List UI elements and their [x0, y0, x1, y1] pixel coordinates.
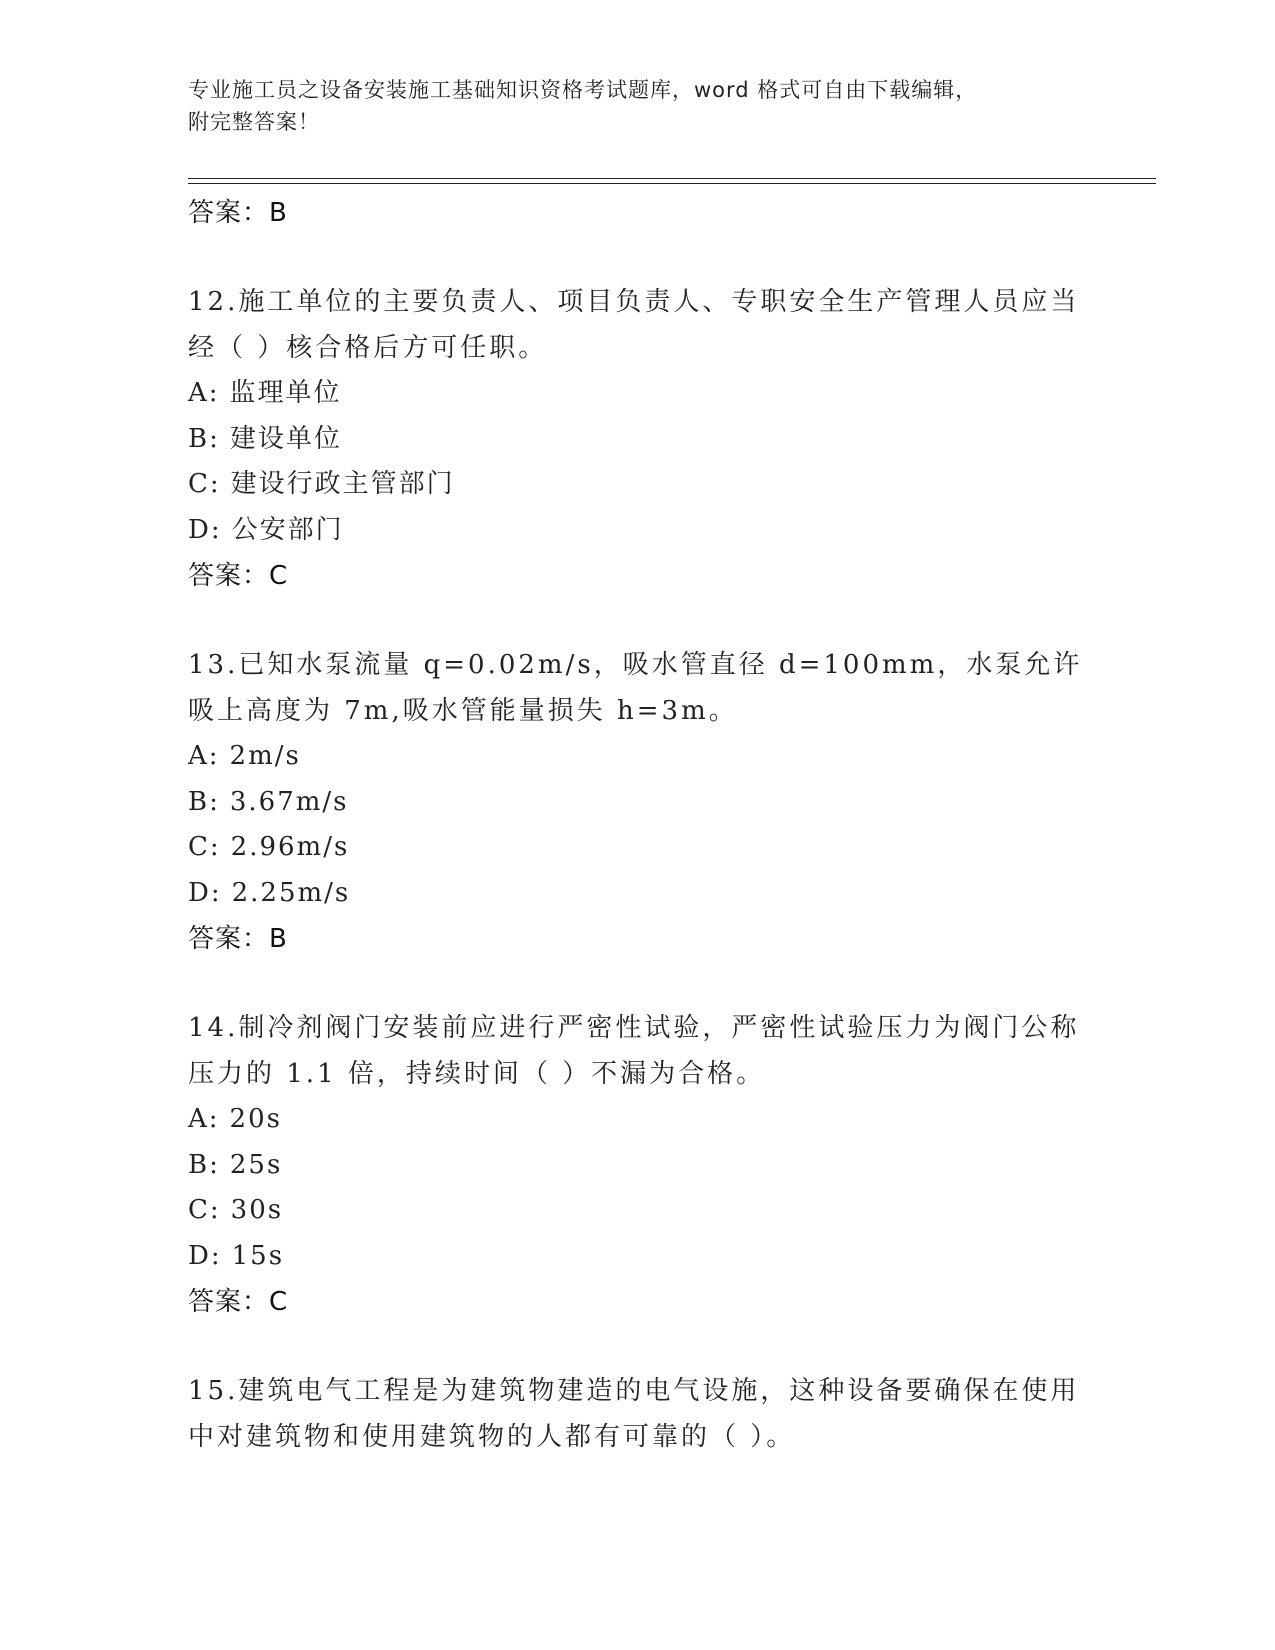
option-letter: B:	[188, 786, 220, 817]
option-letter: D:	[188, 877, 222, 908]
option-letter: B:	[188, 1149, 220, 1180]
option-d	[188, 1234, 1088, 1280]
question-text: 14.制冷剂阀门安装前应进行严密性试验，严密性试验压力为阀门公称压力的 1.1 倍，持续时间（ ）不漏为合格。	[188, 1013, 1080, 1089]
option-text: 15s	[231, 1240, 285, 1271]
option-letter: A:	[188, 741, 220, 771]
answer-label: 答案：B	[188, 198, 288, 228]
option-c	[188, 825, 1088, 871]
option-text: 2m/s	[229, 741, 301, 771]
option-letter: A:	[188, 1104, 220, 1134]
answer-label: 答案：C	[188, 1287, 289, 1317]
question-15	[188, 1369, 1088, 1460]
question-13	[188, 643, 1088, 962]
option-text: 监理单位	[229, 378, 342, 408]
answer-label: 答案：B	[188, 924, 288, 954]
option-b	[188, 1143, 1088, 1189]
option-text: 20s	[229, 1104, 282, 1134]
question-14	[188, 1006, 1088, 1325]
option-d	[188, 508, 1088, 554]
answer-label: 答案：C	[188, 561, 289, 591]
option-text: 公安部门	[231, 514, 344, 545]
question-text: 15.建筑电气工程是为建筑物建造的电气设施，这种设备要确保在使用中对建筑物和使用建筑物的人都有可靠的（ ）。	[188, 1376, 1080, 1452]
option-letter: A:	[188, 378, 220, 408]
option-text: 25s	[229, 1149, 283, 1180]
header-line-1: 专业施工员之设备安装施工基础知识资格考试题库，word 格式可自由下载编辑，	[188, 78, 978, 102]
header-divider-bottom	[188, 183, 1156, 184]
option-c	[188, 1188, 1088, 1234]
option-a	[188, 371, 1088, 417]
header-line-2: 附完整答案！	[188, 110, 320, 134]
option-text: 30s	[230, 1195, 284, 1225]
header-divider-top	[188, 178, 1156, 179]
option-text: 建设单位	[229, 423, 342, 454]
option-text: 3.67m/s	[229, 786, 349, 817]
question-12	[188, 280, 1088, 599]
page-header	[188, 74, 1068, 138]
question-text: 13.已知水泵流量 q=0.02m/s，吸水管直径 d=100mm，水泵允许吸上高度为 7m,吸水管能量损失 h=3m。	[188, 650, 1083, 726]
option-letter: C:	[188, 832, 221, 862]
option-letter: B:	[188, 423, 220, 454]
option-text: 建设行政主管部门	[230, 469, 455, 499]
option-a	[188, 1097, 1088, 1143]
option-text: 2.96m/s	[230, 832, 350, 862]
option-b	[188, 780, 1088, 826]
option-text: 2.25m/s	[231, 877, 351, 908]
option-letter: C:	[188, 469, 221, 499]
option-letter: D:	[188, 1240, 222, 1271]
option-letter: C:	[188, 1195, 221, 1225]
option-b	[188, 417, 1088, 463]
option-c	[188, 462, 1088, 508]
question-list	[188, 190, 1088, 1460]
option-d	[188, 871, 1088, 917]
option-letter: D:	[188, 514, 222, 545]
question-text: 12.施工单位的主要负责人、项目负责人、专职安全生产管理人员应当经（ ）核合格后方可任职。	[188, 287, 1080, 363]
option-a	[188, 734, 1088, 780]
